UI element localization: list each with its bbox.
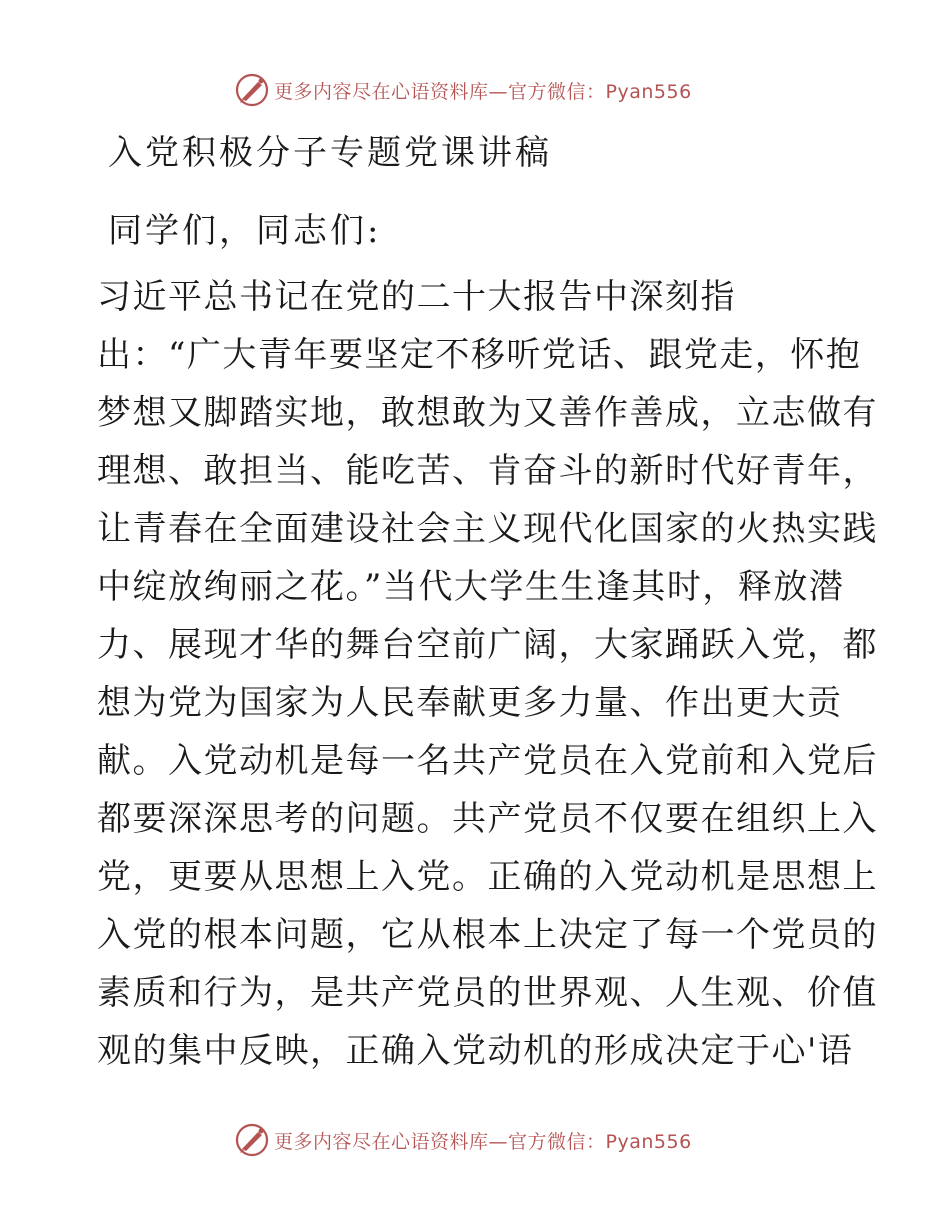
watermark-text: 更多内容尽在心语资料库—官方微信：Pyan556 — [274, 80, 692, 103]
watermark-banner-bottom — [234, 1122, 692, 1158]
body-line: 党，更要从思想上入党。正确的入党动机是思想上 — [97, 857, 878, 897]
body-line: 想为党为国家为人民奉献更多力量、作出更大贡 — [97, 683, 843, 723]
body-line: 习近平总书记在党的二十大报告中深刻指 — [97, 277, 736, 317]
pen-circle-logo-icon — [234, 1122, 270, 1158]
body-line: 让青春在全面建设社会主义现代化国家的火热实践 — [97, 509, 878, 549]
greeting: 同学们，同志们: — [108, 211, 382, 251]
document-title: 入党积极分子专题党课讲稿 — [108, 133, 552, 173]
pen-circle-logo-icon — [234, 72, 270, 108]
body-line: 中绽放绚丽之花。”当代大学生生逢其时，释放潜 — [97, 567, 845, 607]
body-line: 观的集中反映，正确入党动机的形成决定于心'语 — [97, 1031, 854, 1071]
body-line: 都要深深思考的问题。共产党员不仅要在组织上入 — [97, 799, 878, 839]
body-line: 理想、敢担当、能吃苦、肯奋斗的新时代好青年， — [97, 451, 878, 491]
body-line: 入党的根本问题，它从根本上决定了每一个党员的 — [97, 915, 878, 955]
body-line: 梦想又脚踏实地，敢想敢为又善作善成，立志做有 — [97, 393, 878, 433]
body-line: 献。入党动机是每一名共产党员在入党前和入党后 — [97, 741, 878, 781]
body-line: 素质和行为，是共产党员的世界观、人生观、价值 — [97, 973, 878, 1013]
body-line: 出：“广大青年要坚定不移听党话、跟党走，怀抱 — [97, 335, 862, 375]
watermark-text: 更多内容尽在心语资料库—官方微信：Pyan556 — [274, 1130, 692, 1153]
body-line: 力、展现才华的舞台空前广阔，大家踊跃入党，都 — [97, 625, 878, 665]
watermark-banner-top — [234, 72, 692, 108]
